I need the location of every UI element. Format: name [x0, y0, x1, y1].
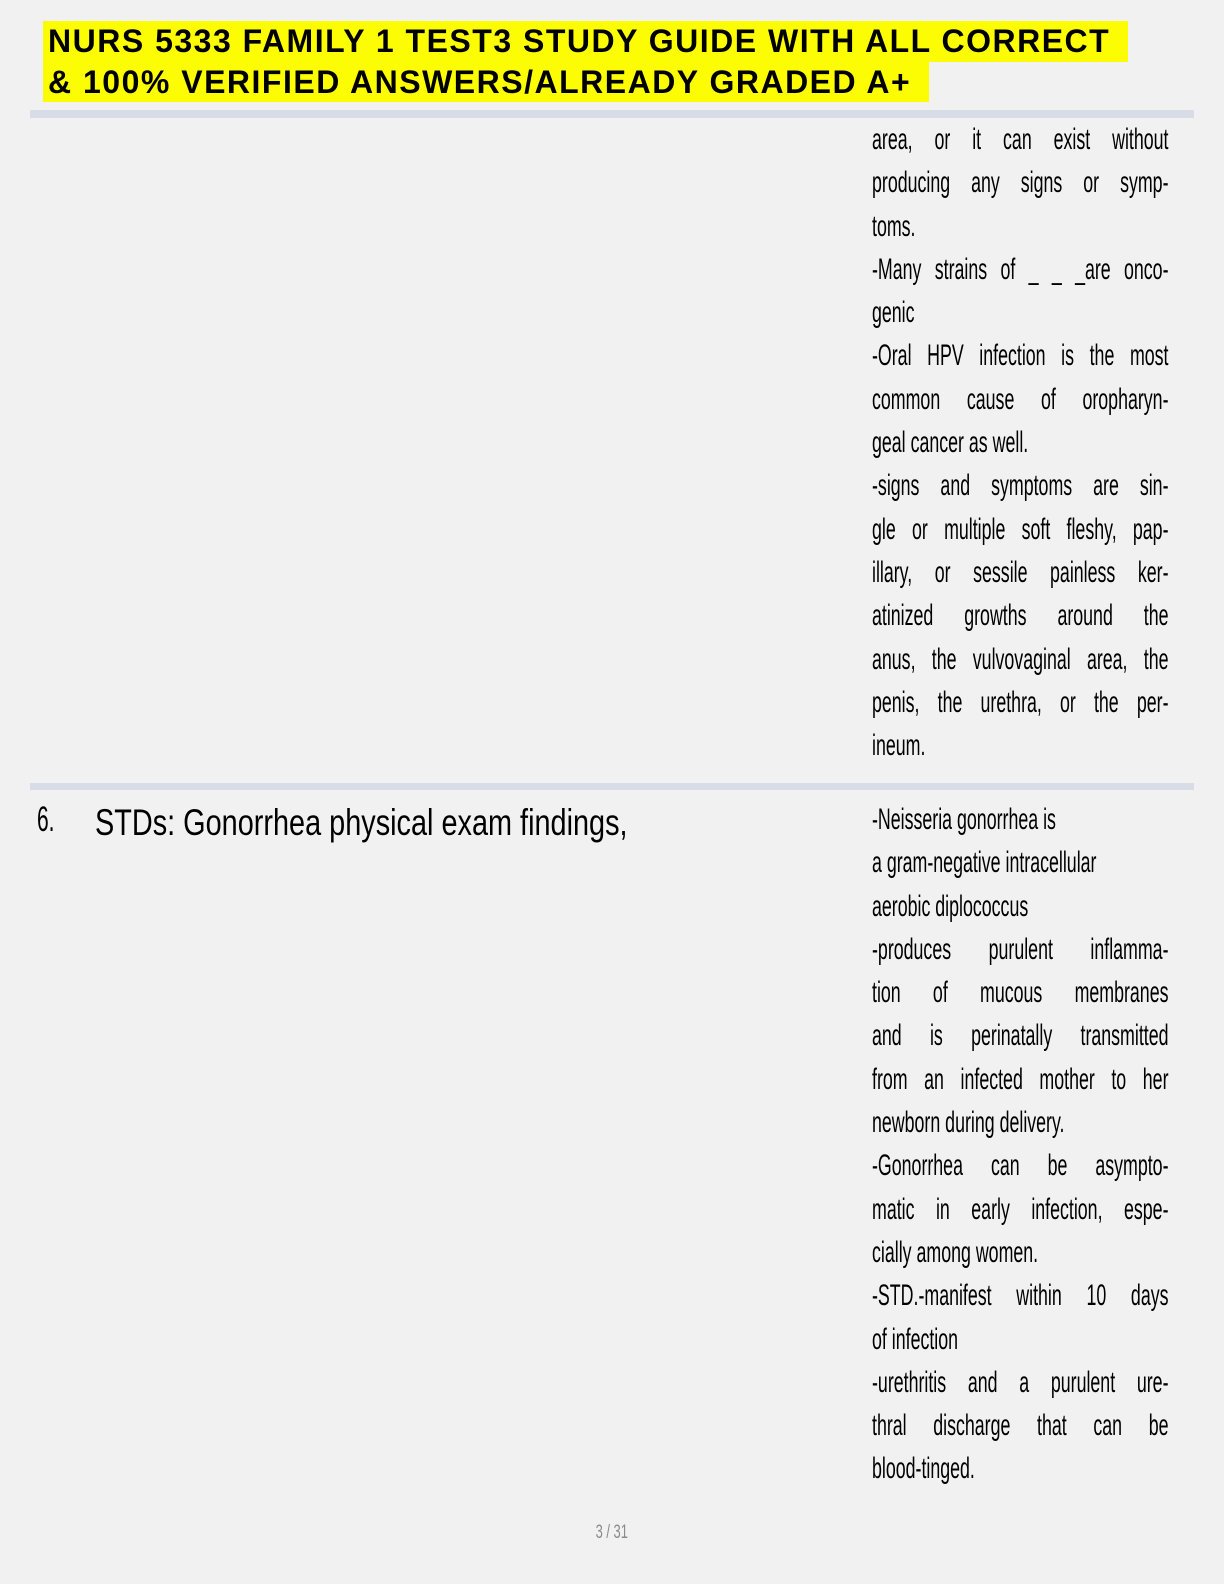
- answer-line: illary, or sessile painless ker-: [872, 555, 1169, 589]
- answer-line: and is perinatally transmitted: [872, 1019, 1169, 1053]
- page-number-indicator: 3 / 31: [595, 1522, 629, 1543]
- answer-column: [872, 798, 1169, 1491]
- answer-line: newborn during delivery.: [872, 1106, 1065, 1140]
- answer-line: tion of mucous membranes: [872, 976, 1169, 1010]
- answer-line: -urethritis and a purulent ure-: [872, 1365, 1169, 1399]
- title-highlight-line-1: NURS 5333 FAMILY 1 TEST3 STUDY GUIDE WITH ALL CORRECT: [43, 21, 1128, 62]
- document-title: [43, 21, 1128, 102]
- answer-line: genic: [872, 296, 915, 330]
- answer-line: common cause of oropharyn-: [872, 382, 1169, 416]
- answer-line: blood-tinged.: [872, 1452, 975, 1486]
- answer-line: -produces purulent inflamma-: [872, 932, 1169, 966]
- answer-line: area, or it can exist without: [872, 123, 1169, 156]
- answer-line: toms.: [872, 209, 916, 243]
- answer-line: atinized growths around the: [872, 599, 1169, 633]
- answer-line: from an infected mother to her: [872, 1062, 1169, 1096]
- answer-line: -Gonorrhea can be asympto-: [872, 1149, 1169, 1183]
- title-highlight-line-2: & 100% VERIFIED ANSWERS/ALREADY GRADED A+: [43, 62, 929, 103]
- answer-line: cially among women.: [872, 1235, 1039, 1269]
- answer-column-continuation: [872, 118, 1169, 767]
- answer-line: -Many strains of _ _ _are onco-: [872, 252, 1169, 286]
- answer-line: aerobic diplococcus: [872, 889, 1029, 923]
- answer-line: producing any signs or symp-: [872, 166, 1169, 200]
- answer-line: matic in early infection, espe-: [872, 1192, 1169, 1226]
- page-footer: [0, 1522, 1224, 1544]
- answer-line: -Neisseria gonorrhea is: [872, 803, 1056, 836]
- answer-line: ineum.: [872, 729, 926, 763]
- answer-line: -STD.-manifest within 10 days: [872, 1279, 1169, 1313]
- answer-line: a gram-negative intracellular: [872, 846, 1097, 880]
- answer-line: anus, the vulvovaginal area, the: [872, 642, 1169, 676]
- row-divider: [30, 783, 1194, 790]
- answer-line: geal cancer as well.: [872, 426, 1029, 460]
- row-divider: [30, 110, 1194, 118]
- answer-line: of infection: [872, 1322, 959, 1356]
- answer-line: -Oral HPV infection is the most: [872, 339, 1169, 373]
- answer-line: penis, the urethra, or the per-: [872, 685, 1169, 719]
- question-text: STDs: Gonorrhea physical exam findings,: [95, 802, 628, 843]
- answer-line: gle or multiple soft fleshy, pap-: [872, 512, 1169, 546]
- answer-line: -signs and symptoms are sin-: [872, 469, 1169, 503]
- question-number: 6.: [37, 800, 55, 839]
- answer-line: thral discharge that can be: [872, 1409, 1169, 1443]
